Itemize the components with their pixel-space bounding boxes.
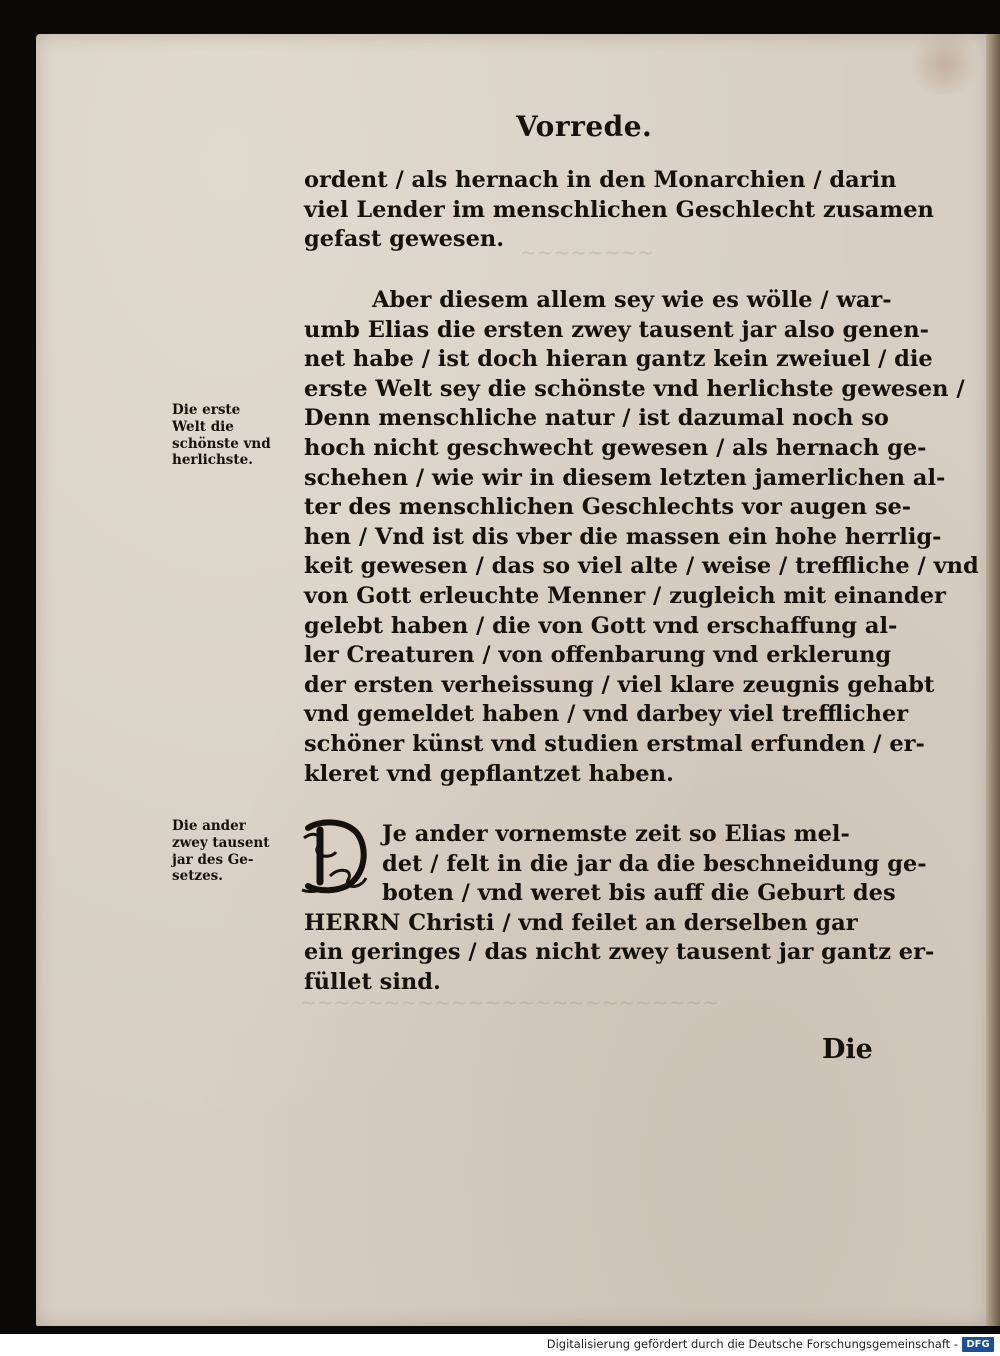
text-line: kleret vnd gepflantzet haben. bbox=[304, 760, 674, 787]
margin-note-1 bbox=[172, 402, 302, 469]
text-line: Je ander vornemste zeit so Elias mel- bbox=[382, 821, 850, 847]
catchword: Die bbox=[822, 1034, 873, 1065]
text-line: gelebt haben / die von Gott vnd erschaffung al- bbox=[304, 612, 898, 639]
text-line: schöner künst vnd studien erstmal erfunden / er- bbox=[304, 730, 925, 757]
text-line: ler Creaturen / von offenbarung vnd erklerung bbox=[304, 642, 892, 669]
text-line: füllet sind. bbox=[304, 968, 441, 995]
text-line: von Gott erleuchte Menner / zugleich mit einander bbox=[304, 582, 946, 609]
text-line: det / felt in die jar da die beschneidung ge- bbox=[382, 850, 927, 877]
paragraph-3 bbox=[304, 820, 935, 998]
margin-note-line: Die erste bbox=[172, 402, 241, 418]
margin-note-line: schönste vnd bbox=[172, 435, 271, 452]
paper-stain bbox=[905, 34, 985, 94]
text-line: gefast gewesen. bbox=[304, 226, 505, 253]
footer-credit: Digitalisierung gefördert durch die Deutsche Forschungsgemeinschaft - bbox=[546, 1337, 958, 1351]
margin-note-line: Welt die bbox=[172, 418, 234, 435]
page-edge bbox=[986, 34, 1000, 1326]
text-line: boten / vnd weret bis auff die Geburt des bbox=[382, 880, 896, 907]
margin-note-line: zwey tausent bbox=[172, 834, 270, 851]
text-line: hen / Vnd ist dis vber die massen ein hohe herrlig- bbox=[304, 523, 942, 550]
running-head: Vorrede. bbox=[516, 110, 653, 143]
bleed-through-text: ~~~~~~~~~~~~~~~~~~~~~~~~~ bbox=[300, 990, 719, 1014]
text-line: hoch nicht geschwecht gewesen / als hernach ge- bbox=[304, 434, 927, 461]
text-line: Denn menschliche natur / ist dazumal noch so bbox=[304, 405, 889, 432]
margin-note-line: herlichste. bbox=[172, 452, 253, 469]
margin-note-line: setzes. bbox=[172, 868, 223, 885]
text-line: umb Elias die ersten zwey tausent jar also genen- bbox=[304, 316, 929, 343]
text-line: ordent / als hernach in den Monarchien / darin bbox=[304, 167, 897, 193]
dfg-logo: DFG bbox=[962, 1337, 994, 1352]
text-line: Aber diesem allem sey wie es wölle / war- bbox=[372, 287, 892, 313]
bleed-through-text: ~~~~~~~~ bbox=[520, 240, 655, 264]
text-line: erste Welt sey die schönste vnd herlichste gewesen / bbox=[304, 375, 965, 402]
text-line: net habe / ist doch hieran gantz kein zweiuel / die bbox=[304, 346, 933, 373]
text-line: vnd gemeldet haben / vnd darbey viel trefflicher bbox=[304, 701, 909, 728]
paragraph-2 bbox=[304, 286, 979, 789]
footer-bar bbox=[0, 1334, 1000, 1356]
text-line: HERRN Christi / vnd feilet an derselben gar bbox=[304, 909, 858, 936]
text-line: keit gewesen / das so viel alte / weise / treffliche / vnd bbox=[304, 553, 979, 580]
text-line: viel Lender im menschlichen Geschlecht zusamen bbox=[304, 196, 934, 223]
text-line: der ersten verheissung / viel klare zeugnis gehabt bbox=[304, 671, 935, 698]
margin-note-line: Die ander bbox=[172, 818, 246, 834]
margin-note-line: jar des Ge- bbox=[172, 851, 254, 868]
text-line: ter des menschlichen Geschlechts vor augen se- bbox=[304, 494, 912, 521]
paragraph-1 bbox=[304, 166, 934, 255]
text-line: schehen / wie wir in diesem letzten jamerlichen al- bbox=[304, 464, 946, 491]
margin-note-2 bbox=[172, 818, 302, 885]
text-line: ein geringes / das nicht zwey tausent jar gantz er- bbox=[304, 939, 935, 966]
